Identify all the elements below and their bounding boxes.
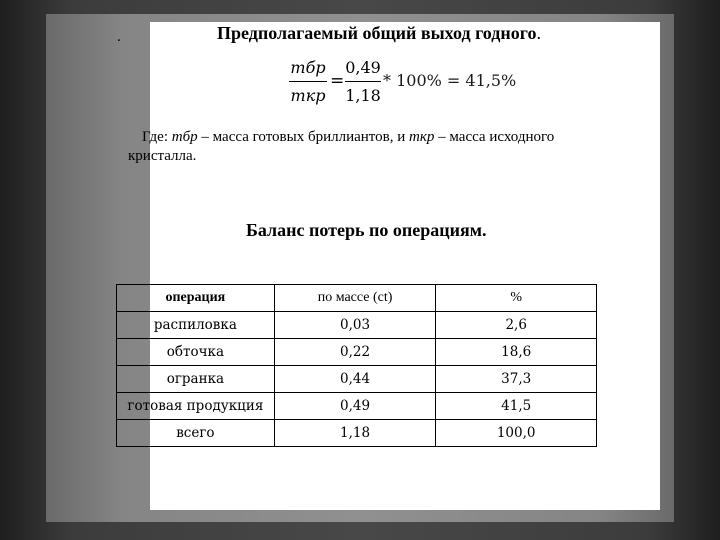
table-row bbox=[117, 339, 597, 366]
bullet-mark: . bbox=[117, 29, 121, 45]
cell-operation: распиловка bbox=[117, 312, 275, 339]
cell-percent: 41,5 bbox=[436, 393, 597, 420]
cell-mass: 0,22 bbox=[274, 339, 436, 366]
slide-title-tail: . bbox=[536, 23, 541, 43]
loss-balance-heading: Баланс потерь по операциям. bbox=[246, 220, 487, 240]
header-operation: операция bbox=[117, 285, 275, 312]
explanation-prefix: Где: bbox=[142, 129, 172, 145]
slide-title bbox=[217, 23, 541, 44]
formula-numerator-symbol: тбр bbox=[290, 58, 326, 77]
formula-denominator-value: 1,18 bbox=[345, 86, 381, 105]
cell-percent: 18,6 bbox=[436, 339, 597, 366]
loss-balance-table bbox=[116, 284, 597, 447]
cell-percent: 2,6 bbox=[436, 312, 597, 339]
table-row bbox=[117, 366, 597, 393]
header-percent: % bbox=[436, 285, 597, 312]
fraction-bar bbox=[345, 81, 381, 82]
cell-operation: готовая продукция bbox=[117, 393, 275, 420]
table-row bbox=[117, 393, 597, 420]
cell-mass: 0,44 bbox=[274, 366, 436, 393]
explanation-middle: – масса готовых бриллиантов, и bbox=[197, 129, 410, 145]
formula-numerator-value: 0,49 bbox=[345, 58, 381, 77]
cell-operation: огранка bbox=[117, 366, 275, 393]
cell-mass: 0,03 bbox=[274, 312, 436, 339]
formula-equals: = bbox=[330, 71, 345, 91]
explanation-term-1: тбр bbox=[171, 129, 198, 145]
cell-mass: 1,18 bbox=[274, 420, 436, 447]
formula-denominator-symbol: ткр bbox=[290, 86, 326, 105]
table-header-row bbox=[117, 285, 597, 312]
explanation-term-2: ткр bbox=[409, 129, 435, 145]
formula-fraction-symbolic bbox=[289, 58, 327, 108]
slide-title-text: Предполагаемый общий выход годного bbox=[217, 23, 537, 43]
formula-explanation bbox=[128, 128, 598, 166]
formula-result: * 100% = 41,5% bbox=[383, 71, 517, 90]
cell-operation: обточка bbox=[117, 339, 275, 366]
cell-operation: всего bbox=[117, 420, 275, 447]
cell-percent: 100,0 bbox=[436, 420, 597, 447]
fraction-bar bbox=[289, 81, 327, 82]
cell-mass: 0,49 bbox=[274, 393, 436, 420]
table-row bbox=[117, 420, 597, 447]
formula-fraction-numeric bbox=[345, 58, 381, 108]
yield-formula bbox=[289, 58, 517, 108]
table-row bbox=[117, 312, 597, 339]
explanation-suffix: – масса исходного кристалла. bbox=[128, 129, 555, 164]
header-mass: по массе (ct) bbox=[274, 285, 436, 312]
cell-percent: 37,3 bbox=[436, 366, 597, 393]
